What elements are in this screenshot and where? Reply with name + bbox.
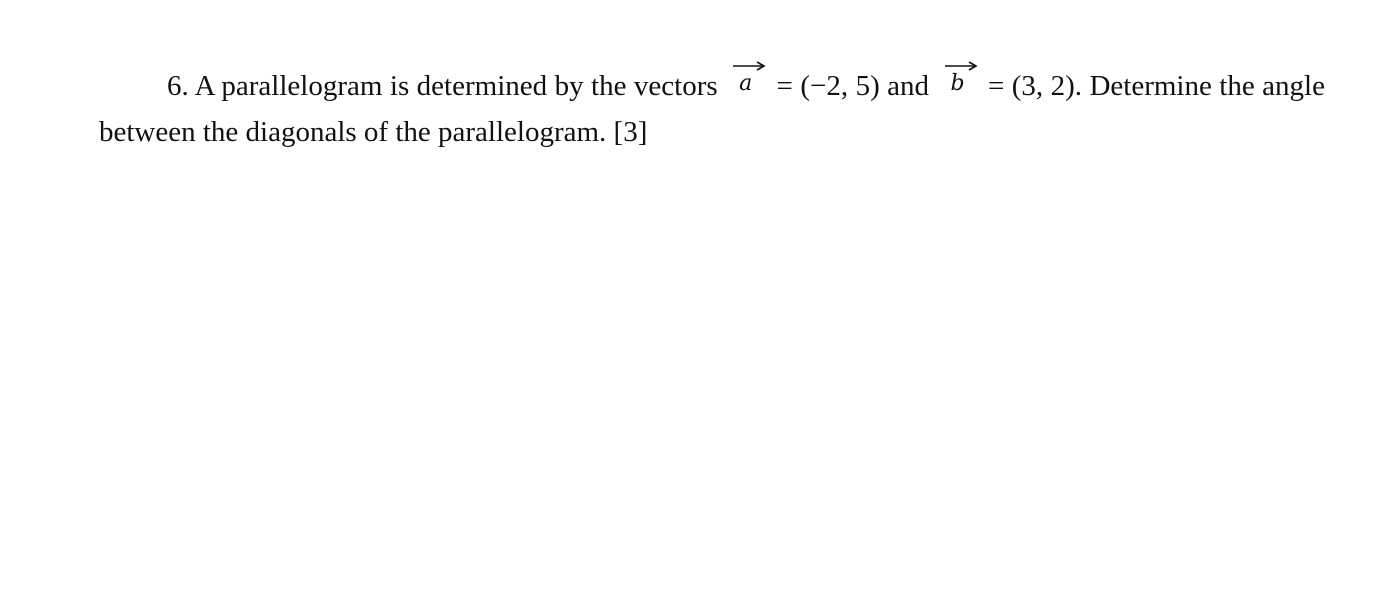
question-6 [99,63,1325,155]
question-number: 6. [167,70,189,102]
question-text-part-1: A parallelogram is determined by the vectors [194,70,718,102]
vector-a [731,67,765,101]
vector-a-symbol: a [739,71,753,96]
question-text-part-3: = (3, 2). Determine the angle between the diagonals of the parallelogram. [3] [99,70,1325,148]
vector-b [943,67,977,101]
vector-b-symbol: b [950,71,965,96]
question-text-part-2: = (−2, 5) and [776,70,930,102]
